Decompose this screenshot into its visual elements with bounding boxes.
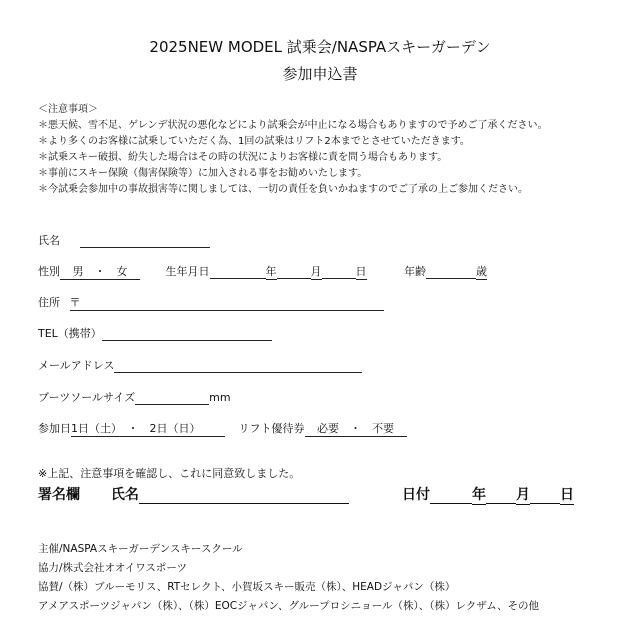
gender-label: 性別 bbox=[38, 265, 60, 278]
signature-month-unit: 月 bbox=[516, 484, 530, 505]
boot-field[interactable] bbox=[135, 391, 209, 405]
birth-month-unit: 月 bbox=[310, 265, 322, 278]
signature-name-label: 氏名 bbox=[110, 487, 139, 503]
signature-day-field[interactable] bbox=[530, 487, 560, 504]
birth-month-field[interactable] bbox=[277, 265, 311, 279]
birth-day-unit: 日 bbox=[355, 265, 367, 278]
name-label: 氏名 bbox=[38, 234, 60, 247]
signature-year-field[interactable] bbox=[430, 487, 472, 504]
birth-year-field[interactable] bbox=[210, 265, 266, 279]
signature-month-field[interactable] bbox=[486, 487, 516, 504]
date-label: 参加日 bbox=[38, 422, 71, 435]
lift-field[interactable]: 必要 ・ 不要 bbox=[305, 420, 407, 437]
signature-year-unit: 年 bbox=[472, 484, 486, 505]
signature-row bbox=[38, 484, 349, 504]
tel-field[interactable] bbox=[102, 327, 272, 341]
email-field[interactable] bbox=[114, 359, 362, 373]
form-title: 2025NEW MODEL 試乗会/NASPAスキーガーデン bbox=[149, 38, 491, 56]
signature-date bbox=[402, 484, 574, 505]
name-row bbox=[38, 232, 210, 248]
birth-day-field[interactable] bbox=[322, 265, 356, 279]
age-unit: 歳 bbox=[476, 265, 487, 278]
date-field[interactable]: 1日（土） ・ 2日（日） bbox=[71, 420, 225, 437]
name-field[interactable] bbox=[80, 234, 210, 248]
birth-label: 生年月日 bbox=[165, 265, 210, 278]
notes-section bbox=[38, 102, 548, 198]
boot-label: ブーツソールサイズ bbox=[38, 391, 136, 404]
date-row bbox=[38, 420, 407, 437]
tel-label: TEL（携帯） bbox=[38, 327, 102, 340]
address-row bbox=[38, 294, 384, 311]
boot-row bbox=[38, 389, 231, 405]
note-item: ＊事前にスキー保険（傷害保険等）に加入される事をお勧めいたします。 bbox=[38, 168, 368, 179]
footer bbox=[38, 540, 539, 616]
form-subtitle: 参加申込書 bbox=[282, 65, 358, 83]
note-item: ＊悪天候、雪不足、ゲレンデ状況の悪化などにより試乗会が中止になる場合もありますので予めご了承ください。 bbox=[38, 120, 548, 131]
age-label: 年齢 bbox=[404, 265, 426, 278]
age-field[interactable] bbox=[426, 265, 476, 279]
footer-cooperation: 協力/株式会社オオイワスポーツ bbox=[38, 562, 187, 574]
signature-day-unit: 日 bbox=[560, 484, 574, 505]
email-row bbox=[38, 357, 362, 373]
footer-organizer: 主催/NASPAスキーガーデンスキースクール bbox=[38, 543, 243, 555]
agreement-text: ※上記、注意事項を確認し、これに同意致しました。 bbox=[38, 467, 301, 480]
birth-year-unit: 年 bbox=[265, 265, 277, 278]
signature-date-label: 日付 bbox=[402, 487, 430, 503]
address-label: 住所 bbox=[38, 296, 60, 309]
notes-heading: ＜注意事項＞ bbox=[38, 104, 98, 115]
boot-unit: mm bbox=[209, 391, 231, 404]
email-label: メールアドレス bbox=[38, 359, 115, 372]
lift-label: リフト優待券 bbox=[238, 422, 305, 435]
gender-field[interactable]: 男 ・ 女 bbox=[60, 263, 140, 280]
footer-sponsors: 協賛/（株）ブルーモリス、RTセレクト、小賀坂スキー販売（株）、HEADジャパン（株） bbox=[38, 581, 456, 593]
gender-birth-row bbox=[38, 263, 487, 280]
footer-sponsors-cont: アメアスポーツジャパン（株）、（株）EOCジャパン、グループロシニョール（株）、（株）レクザム、その他 bbox=[38, 600, 540, 612]
postal-mark: 〒 bbox=[69, 296, 81, 309]
signature-name-field[interactable] bbox=[139, 487, 349, 504]
note-item: ＊より多くのお客様に試乗していただく為、1回の試乗はリフト2本までとさせていただきます。 bbox=[38, 136, 470, 147]
signature-label: 署名欄 bbox=[38, 487, 80, 503]
note-item: ＊今試乗会参加中の事故損害等に関しましては、一切の責任を負いかねますのでご了承の上ご参加ください。 bbox=[38, 184, 528, 195]
address-field[interactable] bbox=[70, 294, 384, 311]
tel-row bbox=[38, 325, 272, 341]
note-item: ＊試乗スキー破損、紛失した場合はその時の状況によりお客様に責を問う場合もあります。 bbox=[38, 152, 448, 163]
